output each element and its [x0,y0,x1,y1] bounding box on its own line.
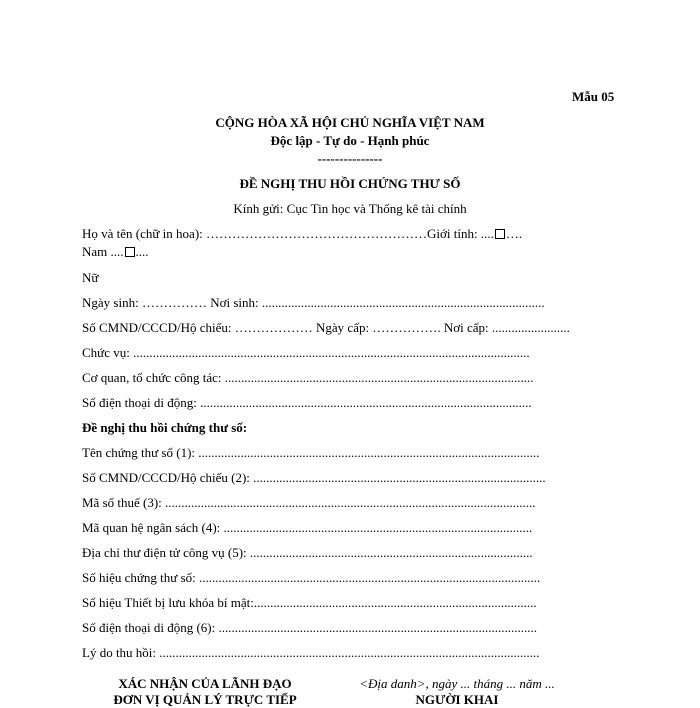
male-line [82,244,149,260]
request-id-line: Số CMND/CCCD/Hộ chiếu (2): .......................................................................................... [82,470,546,485]
email-line: Địa chỉ thư điện tử công vụ (5): ....................................................................................... [82,545,533,560]
nation-header: CỘNG HÒA XÃ HỘI CHỦ NGHĨA VIỆT NAM [215,115,485,130]
addressee: Kính gửi: Cục Tin học và Thống kê tài chính [233,201,467,216]
motto: Độc lập - Tự do - Hạnh phúc [270,133,430,148]
full-name-line [82,226,522,242]
phone-line: Số điện thoại di động: ...................................................................................................... [82,395,532,410]
female-label: Nữ [82,270,99,285]
request-heading: Đề nghị thu hồi chứng thư số: [82,420,248,435]
place-date-line: <Địa danh>, ngày ... tháng ... năm ... [359,676,555,691]
leader-confirmation-line2: ĐƠN VỊ QUẢN LÝ TRỰC TIẾP [113,692,297,707]
gender-checkbox-icon[interactable] [495,229,505,239]
budget-code-line: Mã quan hệ ngân sách (4): ............................................................................................... [82,520,533,535]
position-line: Chức vụ: .......................................................................................................................... [82,345,530,360]
male-label: Nam .... [82,244,124,259]
request-phone-line: Số điện thoại di động (6): .................................................................................................. [82,620,537,635]
male-checkbox-icon[interactable] [125,247,135,257]
male-tail: .... [135,244,149,259]
form-code: Mẫu 05 [572,89,615,104]
id-line: Số CMND/CCCD/Hộ chiếu: ……………… Ngày cấp: ……………. Nơi cấp: ........................ [82,320,570,335]
organization-line: Cơ quan, tổ chức công tác: ............................................................................................... [82,370,534,385]
cert-name-line: Tên chứng thư số (1): ......................................................................................................... [82,445,540,460]
cert-serial-line: Số hiệu chứng thư số: ......................................................................................................... [82,570,541,585]
tax-code-line: Mã số thuế (3): .................................................................................................................. [82,495,536,510]
full-name-text: Họ và tên (chữ in hoa): ……………………………………………Giới tính: .... [82,226,494,241]
header-separator: --------------- [317,151,383,166]
leader-confirmation [85,676,325,708]
key-device-line: Số hiệu Thiết bị lưu khóa bí mật:....................................................................................... [82,595,537,610]
leader-confirmation-line1: XÁC NHẬN CỦA LÃNH ĐẠO [118,676,292,691]
declarant-block [337,676,577,708]
dob-line: Ngày sinh: …………… Nơi sinh: ....................................................................................... [82,295,545,310]
gender-tail: …. [505,226,523,241]
reason-line: Lý do thu hồi: ..................................................................................................................... [82,645,540,660]
declarant-label: NGƯỜI KHAI [415,692,499,707]
document-title: ĐỀ NGHỊ THU HỒI CHỨNG THƯ SỐ [239,176,461,191]
